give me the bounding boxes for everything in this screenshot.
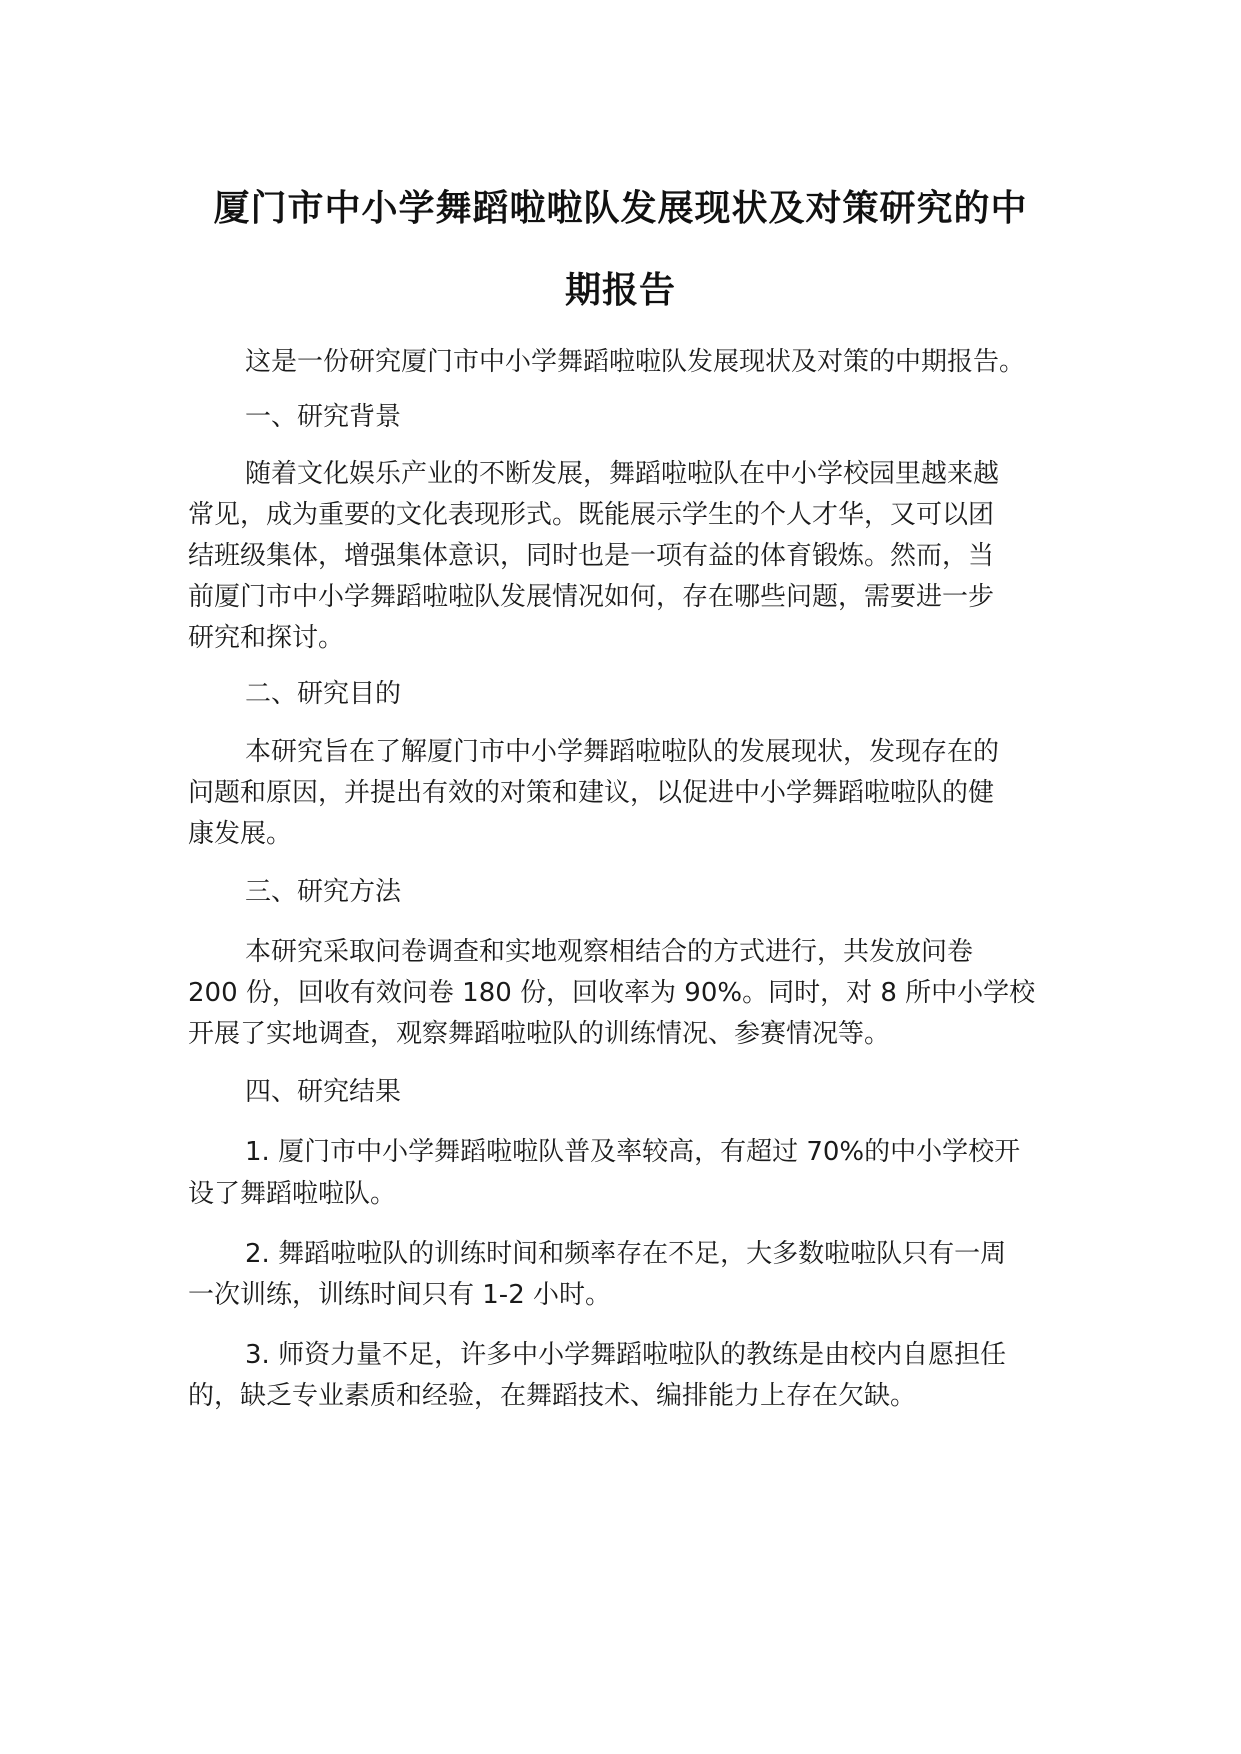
- document-title-line-1: 厦门市中小学舞蹈啦啦队发展现状及对策研究的中: [213, 188, 1028, 229]
- method-line-1: 本研究采取问卷调查和实地观察相结合的方式进行，共发放问卷: [245, 937, 974, 967]
- intro-paragraph: 这是一份研究厦门市中小学舞蹈啦啦队发展现状及对策的中期报告。: [245, 347, 1026, 377]
- purpose-line-3: 康发展。: [188, 819, 293, 849]
- background-line-3: 结班级集体，增强集体意识，同时也是一项有益的体育锻炼。然而，当: [188, 541, 995, 571]
- section-heading-purpose: 二、研究目的: [245, 679, 402, 709]
- section-heading-results: 四、研究结果: [245, 1077, 402, 1107]
- purpose-line-1: 本研究旨在了解厦门市中小学舞蹈啦啦队的发展现状，发现存在的: [245, 737, 1000, 767]
- background-line-1: 随着文化娱乐产业的不断发展，舞蹈啦啦队在中小学校园里越来越: [245, 459, 1000, 489]
- purpose-line-2: 问题和原因，并提出有效的对策和建议，以促进中小学舞蹈啦啦队的健: [188, 778, 995, 808]
- section-heading-background: 一、研究背景: [245, 402, 402, 432]
- result-3-line-1: 3. 师资力量不足，许多中小学舞蹈啦啦队的教练是由校内自愿担任: [245, 1340, 1007, 1370]
- result-1-line-1: 1. 厦门市中小学舞蹈啦啦队普及率较高，有超过 70%的中小学校开: [245, 1137, 1021, 1167]
- background-line-5: 研究和探讨。: [188, 623, 345, 653]
- document-title-line-2: 期报告: [564, 270, 676, 311]
- section-heading-method: 三、研究方法: [245, 877, 402, 907]
- result-2-line-2: 一次训练，训练时间只有 1-2 小时。: [188, 1280, 611, 1310]
- result-3-line-2: 的，缺乏专业素质和经验，在舞蹈技术、编排能力上存在欠缺。: [188, 1381, 917, 1411]
- background-line-4: 前厦门市中小学舞蹈啦啦队发展情况如何，存在哪些问题，需要进一步: [188, 582, 995, 612]
- background-line-2: 常见，成为重要的文化表现形式。既能展示学生的个人才华，又可以团: [188, 500, 995, 530]
- method-line-3: 开展了实地调查，观察舞蹈啦啦队的训练情况、参赛情况等。: [188, 1019, 891, 1049]
- result-2-line-1: 2. 舞蹈啦啦队的训练时间和频率存在不足，大多数啦啦队只有一周: [245, 1239, 1007, 1269]
- result-1-line-2: 设了舞蹈啦啦队。: [188, 1179, 397, 1209]
- method-line-2: 200 份，回收有效问卷 180 份，回收率为 90%。同时，对 8 所中小学校: [188, 978, 1036, 1008]
